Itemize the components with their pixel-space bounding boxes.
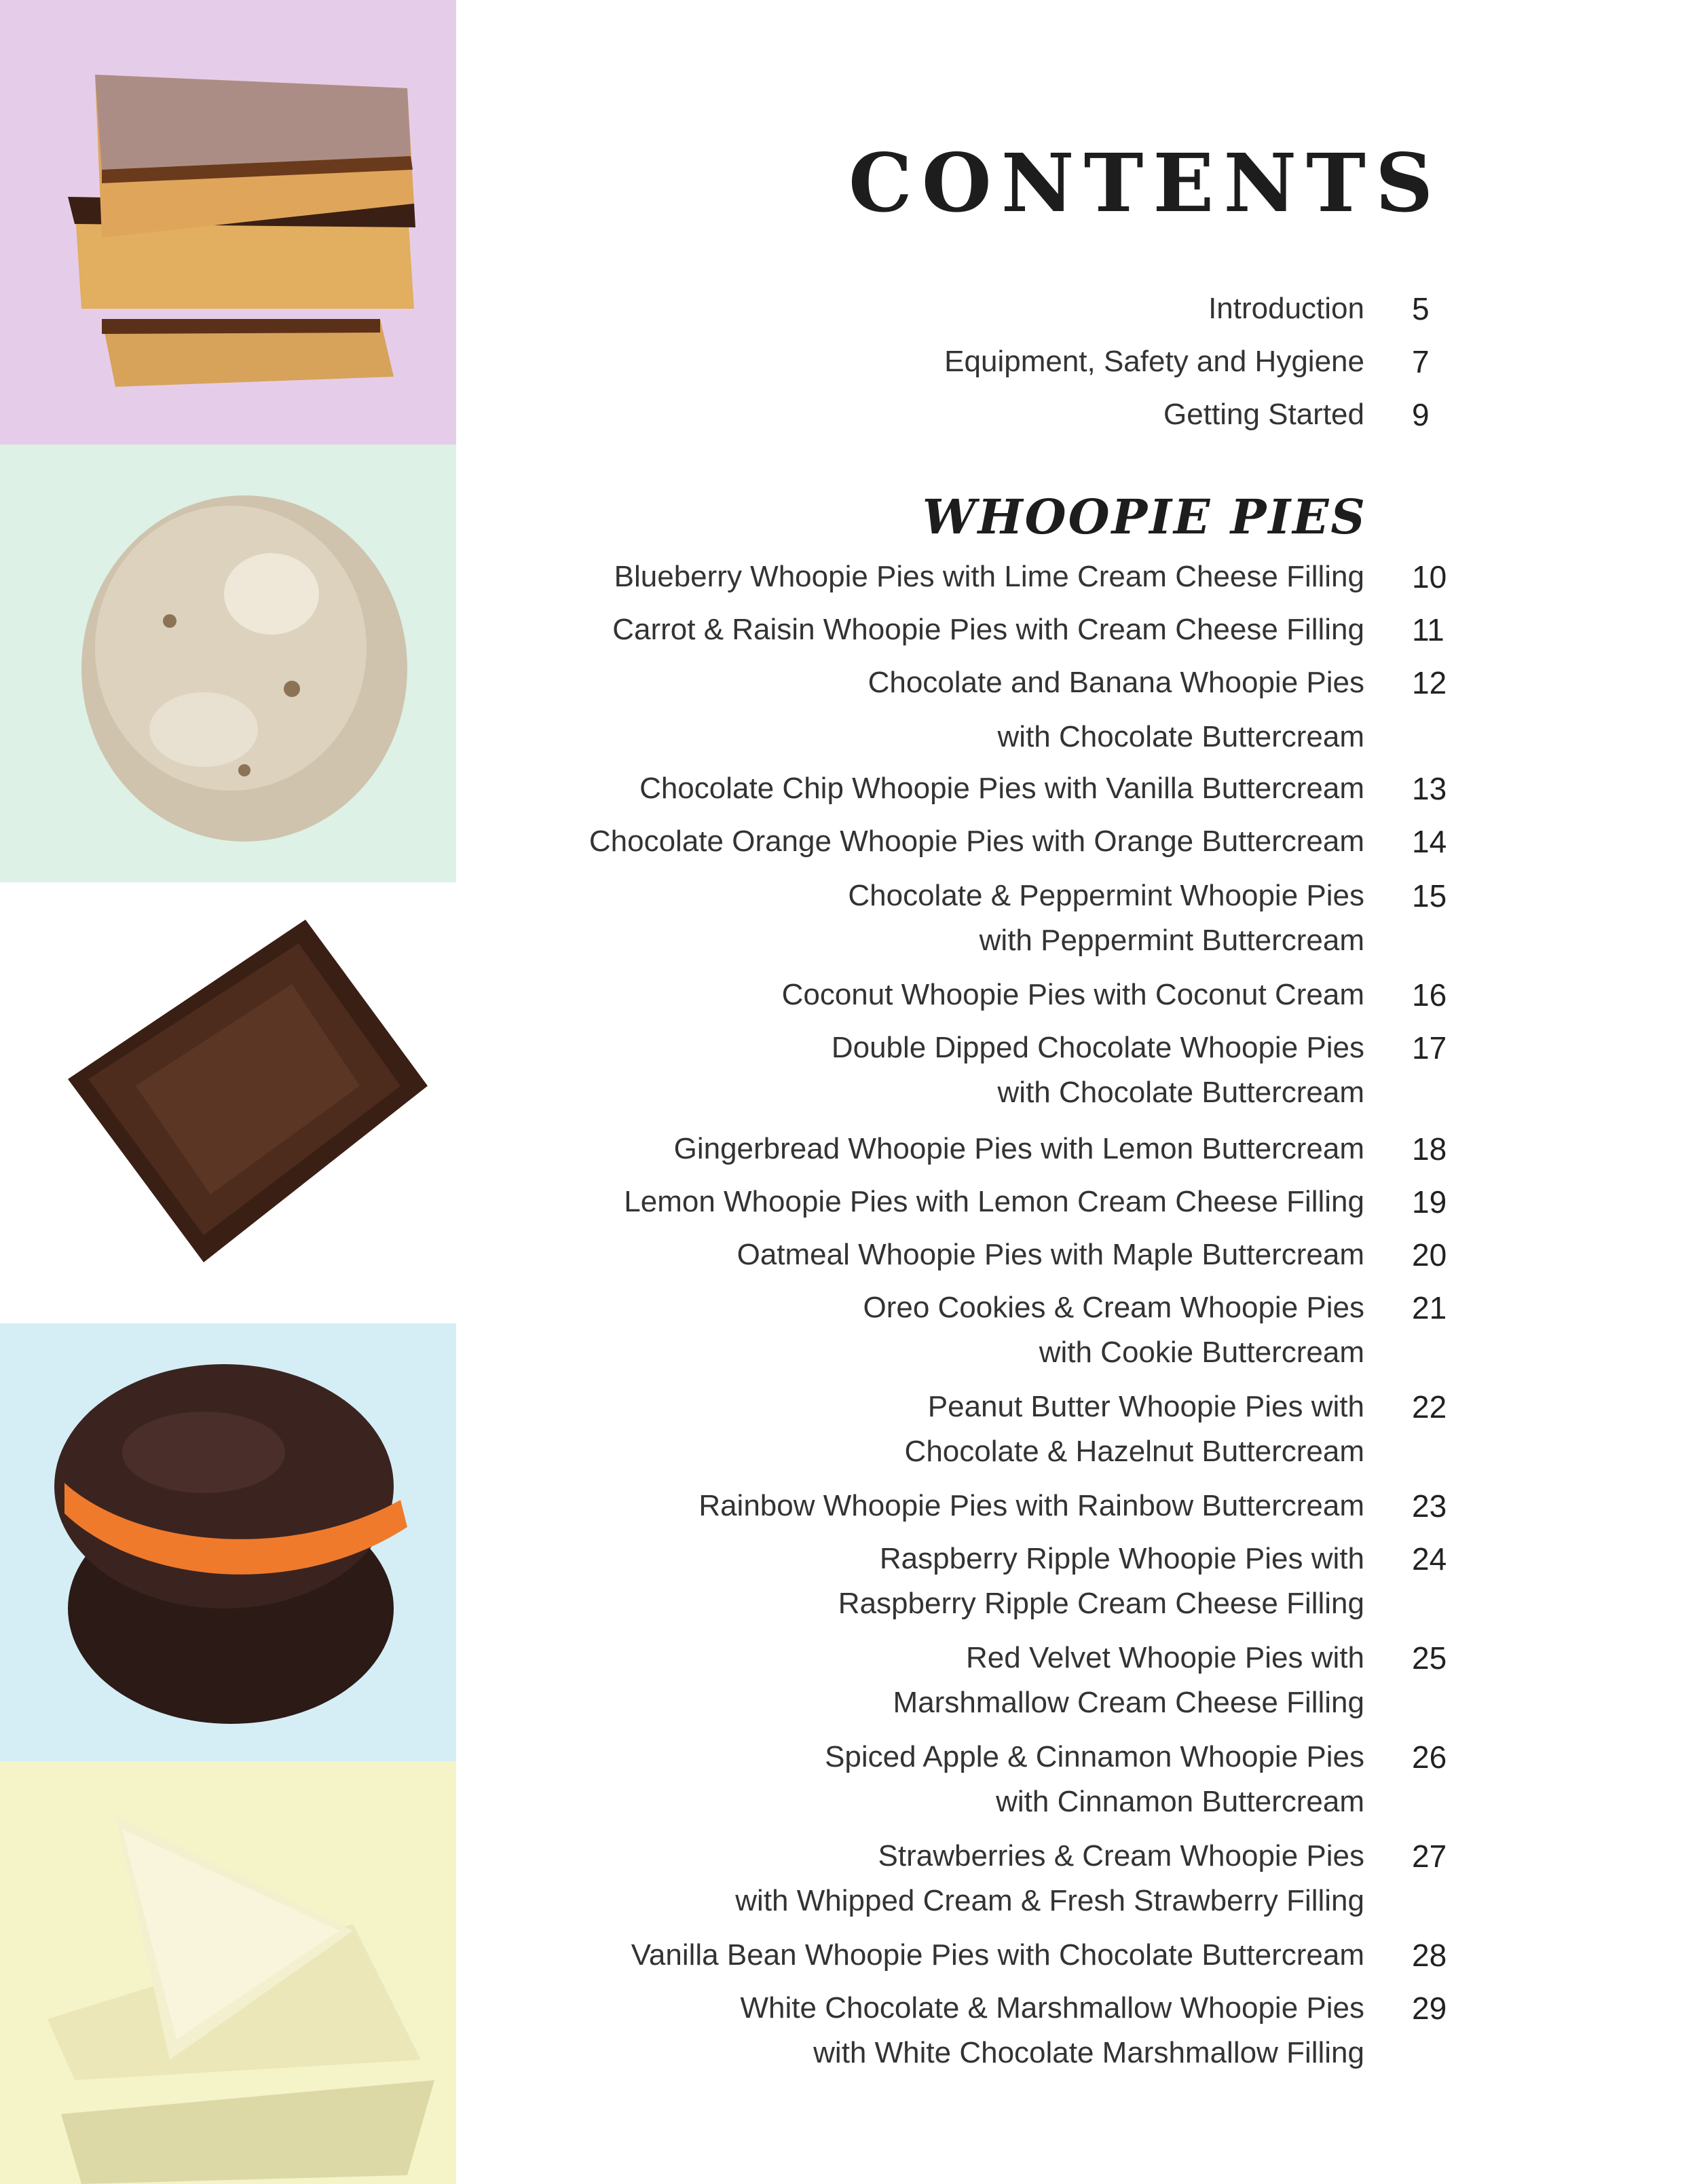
toc-entry[interactable] xyxy=(475,1737,1466,1835)
toc-entry-title: Spiced Apple & Cinnamon Whoopie Pies xyxy=(825,1740,1364,1773)
toc-entry-title: White Chocolate & Marshmallow Whoopie Pies xyxy=(740,1991,1364,2025)
toc-entry-page: 12 xyxy=(1412,665,1447,700)
toc-entry-page: 22 xyxy=(1412,1389,1447,1425)
toc-entry[interactable] xyxy=(475,975,1466,1028)
toc-entry-page: 17 xyxy=(1412,1030,1447,1066)
photo-meringue-cookie xyxy=(0,445,456,882)
toc-entry-title: Double Dipped Chocolate Whoopie Pies xyxy=(831,1031,1364,1064)
toc-entry[interactable] xyxy=(475,1235,1466,1287)
toc-entry-subtitle: Raspberry Ripple Cream Cheese Filling xyxy=(838,1587,1364,1620)
photo-strip xyxy=(0,0,456,2184)
toc-entry[interactable] xyxy=(475,1028,1466,1126)
toc-entry-page: 20 xyxy=(1412,1237,1447,1273)
toc-entry-page: 7 xyxy=(1412,344,1430,379)
toc-entry-page: 26 xyxy=(1412,1739,1447,1775)
toc-entry[interactable] xyxy=(475,394,1466,447)
toc-entry-page: 15 xyxy=(1412,878,1447,914)
photo-shortbread-triangles xyxy=(0,1761,456,2184)
toc-entry-page: 19 xyxy=(1412,1184,1447,1220)
section-title: WHOOPIE PIES xyxy=(922,489,1367,545)
toc-entry[interactable] xyxy=(475,1935,1466,1988)
toc-entry-page: 25 xyxy=(1412,1640,1447,1676)
toc-entry-title: Gingerbread Whoopie Pies with Lemon Buttercream xyxy=(673,1132,1364,1165)
toc-entry-title: Rainbow Whoopie Pies with Rainbow Buttercream xyxy=(698,1489,1364,1522)
toc-entry-title: Peanut Butter Whoopie Pies with xyxy=(927,1390,1364,1423)
toc-entry[interactable] xyxy=(475,609,1466,662)
toc-entry-title: Chocolate & Peppermint Whoopie Pies xyxy=(848,879,1364,912)
photo-caramel-shortbread xyxy=(0,0,456,445)
toc-entry-title: Vanilla Bean Whoopie Pies with Chocolate Buttercream xyxy=(631,1938,1364,1972)
toc-entry[interactable] xyxy=(475,1387,1466,1485)
toc-entry-page: 14 xyxy=(1412,824,1447,859)
toc-entry-title: Chocolate and Banana Whoopie Pies xyxy=(868,666,1364,699)
toc-entry-page: 10 xyxy=(1412,559,1447,595)
toc-entry[interactable] xyxy=(475,1638,1466,1736)
toc-entry-subtitle: with Cinnamon Buttercream xyxy=(996,1785,1364,1818)
toc-entry-page: 9 xyxy=(1412,397,1430,432)
toc-entry-title: Lemon Whoopie Pies with Lemon Cream Cheese Filling xyxy=(624,1185,1364,1218)
toc-entry[interactable] xyxy=(475,662,1466,761)
toc-entry[interactable] xyxy=(475,1988,1466,2086)
toc-entry-subtitle: with White Chocolate Marshmallow Filling xyxy=(813,2036,1364,2069)
toc-entry[interactable] xyxy=(475,821,1466,874)
toc-entry-title: Getting Started xyxy=(1163,398,1364,431)
toc-entry-page: 11 xyxy=(1412,612,1444,647)
toc-entry-title: Coconut Whoopie Pies with Coconut Cream xyxy=(781,978,1364,1011)
toc-entry[interactable] xyxy=(475,1182,1466,1235)
toc-entry[interactable] xyxy=(475,1836,1466,1934)
toc-entry-title: Oreo Cookies & Cream Whoopie Pies xyxy=(863,1291,1364,1324)
photo-brownie xyxy=(0,882,456,1323)
toc-entry-title: Chocolate Chip Whoopie Pies with Vanilla Buttercream xyxy=(639,772,1364,805)
toc-entry-subtitle: Marshmallow Cream Cheese Filling xyxy=(893,1686,1364,1719)
page-title: CONTENTS xyxy=(848,136,1443,230)
toc-entry-subtitle: with Chocolate Buttercream xyxy=(997,1076,1364,1109)
toc-entry-page: 16 xyxy=(1412,977,1447,1013)
toc-entry[interactable] xyxy=(475,1486,1466,1539)
toc-entry[interactable] xyxy=(475,1129,1466,1182)
toc-entry-title: Equipment, Safety and Hygiene xyxy=(944,345,1364,378)
toc-entry-title: Red Velvet Whoopie Pies with xyxy=(966,1641,1364,1674)
toc-entry-page: 27 xyxy=(1412,1839,1447,1874)
toc-entry[interactable] xyxy=(475,341,1466,394)
toc-entry-title: Blueberry Whoopie Pies with Lime Cream Cheese Filling xyxy=(614,560,1364,593)
toc-entry-title: Introduction xyxy=(1208,292,1364,325)
toc-entry-subtitle: with Cookie Buttercream xyxy=(1039,1336,1364,1369)
toc-entry-title: Oatmeal Whoopie Pies with Maple Buttercream xyxy=(736,1238,1364,1271)
toc-entry[interactable] xyxy=(475,1287,1466,1386)
toc-entry-page: 21 xyxy=(1412,1290,1447,1325)
toc-entry-page: 13 xyxy=(1412,771,1447,806)
toc-entry-page: 5 xyxy=(1412,291,1430,326)
toc-entry-subtitle: with Peppermint Buttercream xyxy=(979,924,1364,957)
toc-entry-subtitle: Chocolate & Hazelnut Buttercream xyxy=(904,1435,1364,1468)
toc-entry[interactable] xyxy=(475,768,1466,821)
toc-entry-page: 24 xyxy=(1412,1541,1447,1577)
toc-entry[interactable] xyxy=(475,1539,1466,1637)
toc-entry-title: Strawberries & Cream Whoopie Pies xyxy=(878,1839,1364,1872)
toc-entry-page: 29 xyxy=(1412,1991,1447,2026)
toc-entry-title: Carrot & Raisin Whoopie Pies with Cream Cheese Filling xyxy=(612,613,1364,646)
toc-entry[interactable] xyxy=(475,288,1466,341)
toc-entry-subtitle: with Whipped Cream & Fresh Strawberry Filling xyxy=(735,1884,1364,1917)
toc-entry-page: 18 xyxy=(1412,1131,1447,1167)
toc-entry-subtitle: with Chocolate Buttercream xyxy=(997,720,1364,753)
toc-entry[interactable] xyxy=(475,557,1466,609)
toc-entry[interactable] xyxy=(475,876,1466,974)
toc-entry-page: 28 xyxy=(1412,1938,1447,1973)
photo-whoopie-pie xyxy=(0,1323,456,1761)
toc-entry-title: Raspberry Ripple Whoopie Pies with xyxy=(879,1542,1364,1575)
toc-entry-title: Chocolate Orange Whoopie Pies with Orange Buttercream xyxy=(589,825,1364,858)
toc-entry-page: 23 xyxy=(1412,1488,1447,1524)
